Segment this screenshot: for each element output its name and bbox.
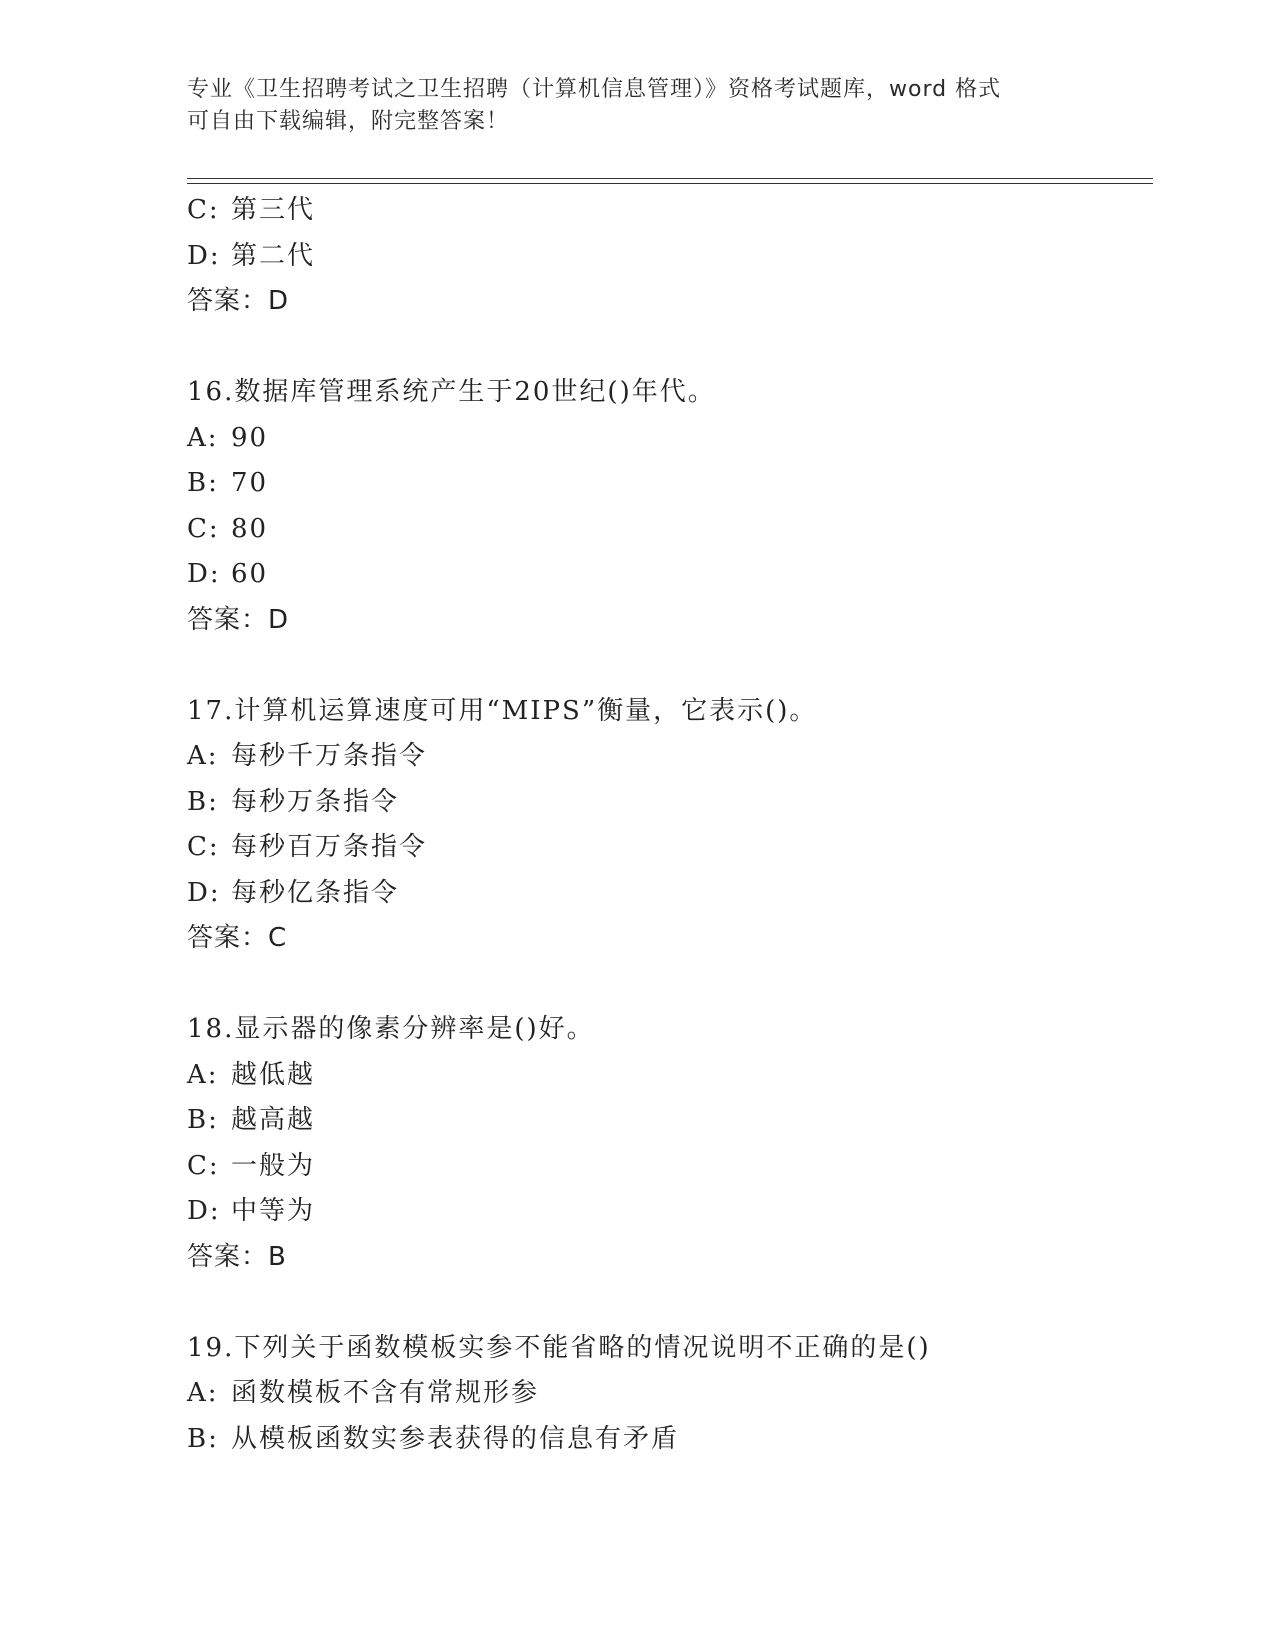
spacer bbox=[187, 1280, 1153, 1326]
option-text: 函数模板不含有常规形参 bbox=[231, 1378, 540, 1408]
option-line bbox=[187, 1371, 1153, 1417]
question-stem: 16.数据库管理系统产生于20世纪()年代。 bbox=[187, 377, 716, 407]
question-stem: 17.计算机运算速度可用“MIPS”衡量，它表示()。 bbox=[187, 695, 818, 726]
option-letter: B: bbox=[187, 468, 219, 498]
option-text: 越低越 bbox=[231, 1059, 316, 1090]
option-letter: B: bbox=[187, 1105, 219, 1135]
option-text: 每秒百万条指令 bbox=[231, 832, 428, 862]
option-letter: C: bbox=[187, 1150, 220, 1181]
option-text: 越高越 bbox=[231, 1105, 316, 1135]
option-letter: C: bbox=[187, 832, 220, 862]
option-line bbox=[187, 188, 1153, 234]
question-stem: 18.显示器的像素分辨率是()好。 bbox=[187, 1014, 595, 1044]
option-letter: D: bbox=[187, 559, 221, 589]
answer-line: 答案：D bbox=[187, 604, 290, 635]
option-text: 70 bbox=[231, 468, 269, 498]
option-line bbox=[187, 461, 1153, 507]
option-line bbox=[187, 1189, 1153, 1235]
option-letter: B: bbox=[187, 1423, 219, 1454]
option-letter: A: bbox=[187, 1059, 219, 1090]
option-text: 每秒千万条指令 bbox=[231, 741, 428, 771]
option-line bbox=[187, 1053, 1153, 1099]
option-text: 每秒亿条指令 bbox=[231, 877, 400, 908]
header-divider-top bbox=[187, 178, 1153, 179]
option-text: 中等为 bbox=[231, 1196, 316, 1226]
option-line bbox=[187, 552, 1153, 598]
option-line bbox=[187, 1098, 1153, 1144]
question-list bbox=[187, 188, 1153, 1462]
option-letter: A: bbox=[187, 422, 219, 453]
option-line bbox=[187, 1417, 1153, 1463]
header-divider-bottom bbox=[187, 183, 1153, 184]
option-line bbox=[187, 871, 1153, 917]
answer-line: 答案：C bbox=[187, 923, 288, 953]
option-line bbox=[187, 780, 1153, 826]
option-letter: A: bbox=[187, 1378, 219, 1408]
option-line bbox=[187, 416, 1153, 462]
option-text: 80 bbox=[231, 513, 269, 544]
option-text: 第二代 bbox=[231, 240, 316, 271]
option-letter: D: bbox=[187, 877, 221, 908]
option-letter: B: bbox=[187, 786, 219, 817]
option-text: 从模板函数实参表获得的信息有矛盾 bbox=[231, 1423, 680, 1454]
option-line bbox=[187, 825, 1153, 871]
question-stem: 19.下列关于函数模板实参不能省略的情况说明不正确的是() bbox=[187, 1332, 931, 1363]
option-line bbox=[187, 507, 1153, 553]
option-text: 第三代 bbox=[231, 195, 316, 225]
option-letter: D: bbox=[187, 240, 221, 271]
option-text: 90 bbox=[231, 422, 269, 453]
document-header bbox=[187, 74, 1067, 138]
option-text: 每秒万条指令 bbox=[231, 786, 400, 817]
option-text: 一般为 bbox=[231, 1150, 316, 1181]
answer-line: 答案：B bbox=[187, 1241, 287, 1272]
option-letter: D: bbox=[187, 1196, 221, 1226]
option-line bbox=[187, 1144, 1153, 1190]
spacer bbox=[187, 962, 1153, 1008]
option-letter: C: bbox=[187, 195, 220, 225]
option-text: 60 bbox=[231, 559, 269, 589]
spacer bbox=[187, 643, 1153, 689]
header-line-1: 专业《卫生招聘考试之卫生招聘（计算机信息管理）》资格考试题库，word 格式 bbox=[187, 77, 1002, 102]
option-letter: C: bbox=[187, 513, 220, 544]
header-line-2: 可自由下载编辑，附完整答案！ bbox=[187, 109, 510, 134]
option-line bbox=[187, 734, 1153, 780]
option-letter: A: bbox=[187, 741, 219, 771]
spacer bbox=[187, 325, 1153, 371]
answer-line: 答案：D bbox=[187, 286, 290, 316]
option-line bbox=[187, 234, 1153, 280]
